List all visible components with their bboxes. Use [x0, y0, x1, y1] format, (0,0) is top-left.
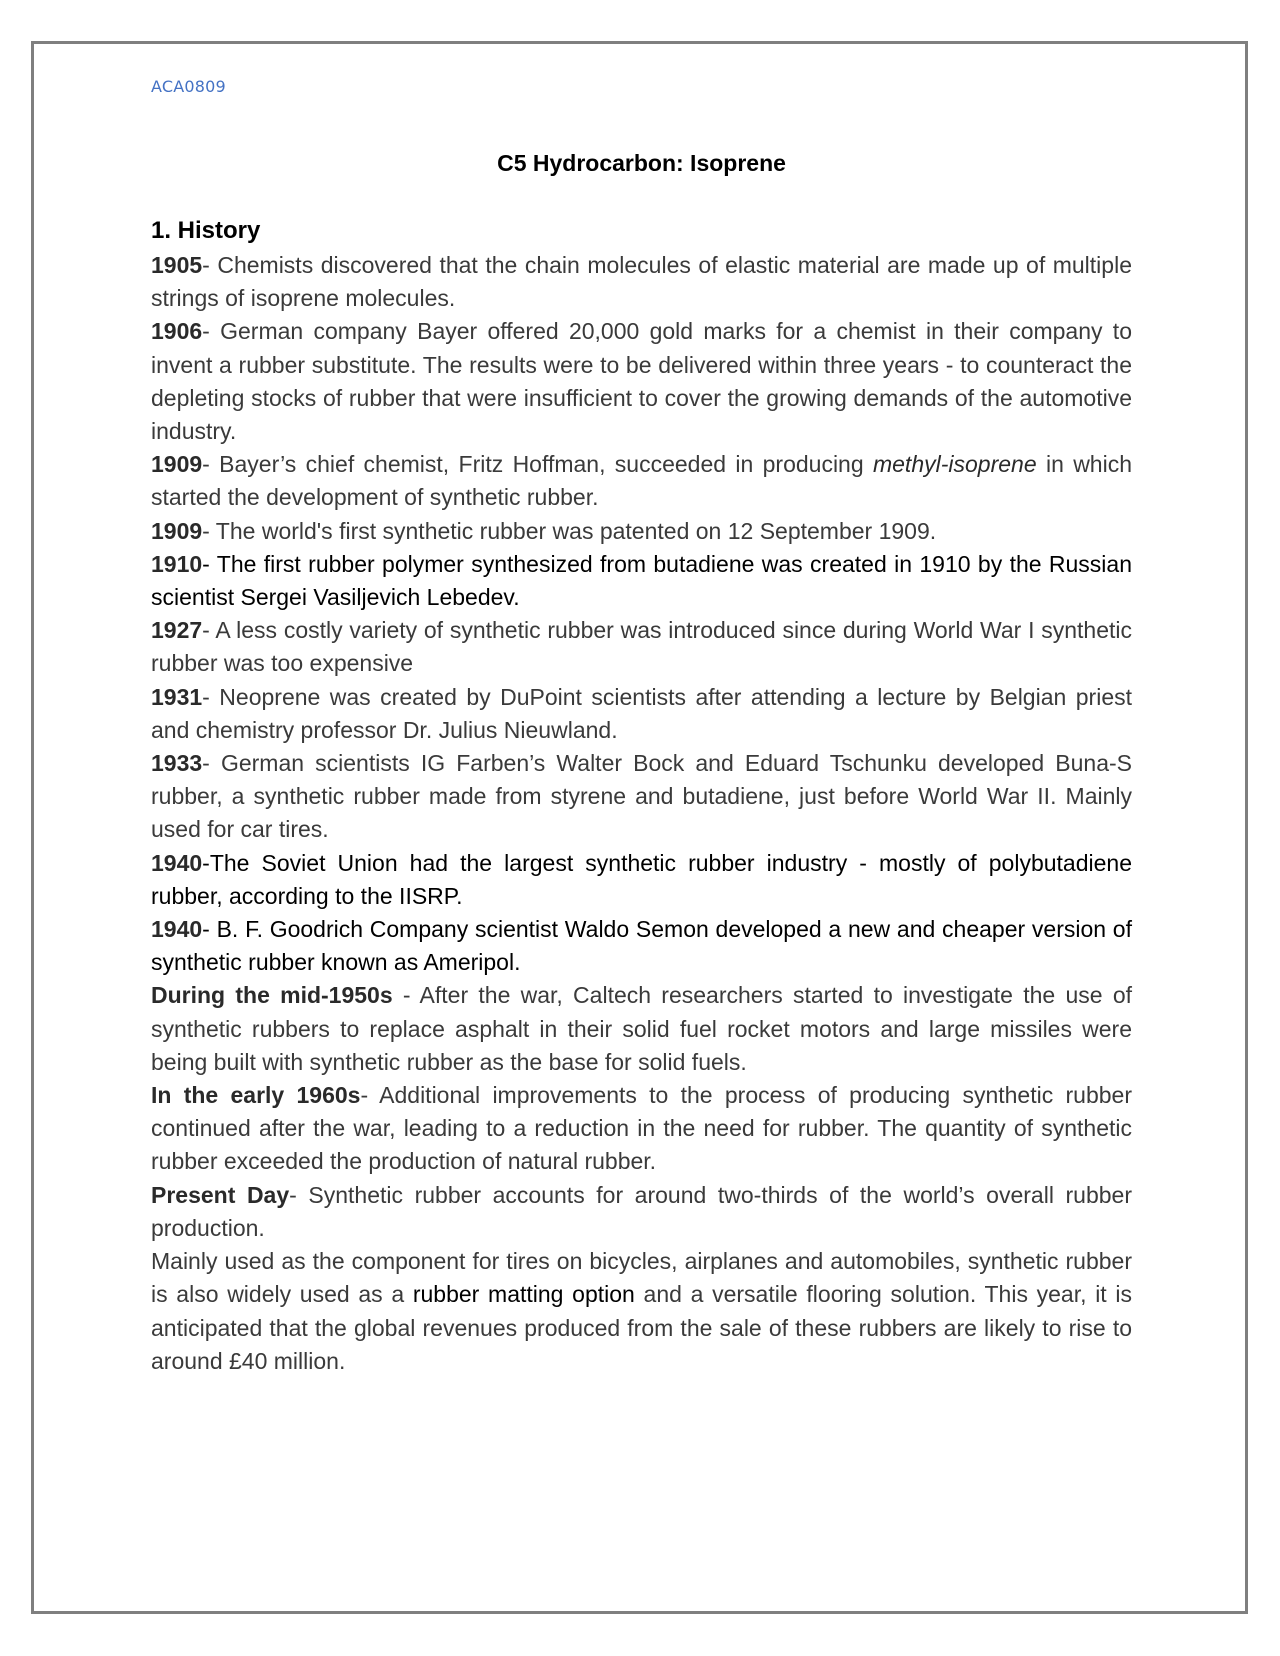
entry-text: - Neoprene was created by DuPoint scientists after attending a lecture by Belgian priest and chemistry professor Dr. Julius Nieuwland.	[151, 683, 1132, 743]
entry-text: - Chemists discovered that the chain molecules of elastic material are made up of multiple strings of isoprene molecules.	[151, 252, 1132, 312]
entry-date: In the early 1960s	[151, 1082, 361, 1109]
history-entry	[151, 979, 1132, 1079]
entry-italic-term: methyl-isoprene	[872, 451, 1037, 478]
entry-text: -The Soviet Union had the largest synthetic rubber industry - mostly of polybutadiene rubber, according to the IISRP.	[151, 849, 1132, 909]
rubber-matting-phrase: rubber matting option	[412, 1281, 635, 1308]
page-title: C5 Hydrocarbon: Isoprene	[497, 150, 786, 176]
history-entry	[151, 515, 1132, 548]
history-entry	[151, 847, 1132, 913]
entry-text: - Additional improvements to the process of producing synthetic rubber continued after the war, leading to a reduction in the need for rubber. The quantity of synthetic rubber exceeded the production of natural rubber.	[151, 1082, 1132, 1175]
history-entry	[151, 681, 1132, 747]
entry-text: - Synthetic rubber accounts for around two-thirds of the world’s overall rubber production.	[151, 1181, 1133, 1241]
history-list	[151, 249, 1132, 1378]
closing-paragraph	[151, 1245, 1132, 1378]
closing-text: and a versatile flooring solution. This year, it is anticipated that the global revenues produced from the sale of these rubbers are likely to rise to around £40 million.	[151, 1281, 1133, 1374]
entry-date: 1933	[151, 750, 203, 777]
section-heading-history: 1. History	[151, 217, 261, 244]
entry-text: - German company Bayer offered 20,000 gold marks for a chemist in their company to invent a rubber substitute. The results were to be delivered within three years - to counteract the depleting stocks of rubber that were insufficient to cover the growing demands of the automotive industry.	[151, 318, 1132, 445]
history-entry	[151, 315, 1132, 448]
entry-text: - German scientists IG Farben’s Walter Bock and Eduard Tschunku developed Buna-S rubber, a synthetic rubber made from styrene and butadiene, just before World War II. Mainly used for car tires.	[151, 750, 1132, 843]
entry-text: in which started the development of synthetic rubber.	[151, 451, 1133, 511]
entry-date: 1927	[151, 617, 203, 644]
entry-date: During the mid-1950s	[151, 982, 393, 1009]
entry-text: - The first rubber polymer synthesized from butadiene was created in 1910 by the Russian scientist Sergei Vasiljevich Lebedev.	[151, 550, 1132, 611]
entry-date: 1931	[151, 683, 203, 710]
entry-date: 1909	[151, 517, 203, 544]
entry-text: - The world's first synthetic rubber was patented on 12 September 1909.	[202, 517, 937, 544]
history-entry	[151, 249, 1132, 315]
entry-date: 1940	[151, 849, 203, 876]
entry-date: 1909	[151, 451, 203, 478]
entry-text: - After the war, Caltech researchers started to investigate the use of synthetic rubbers to replace asphalt in their solid fuel rocket motors and large missiles were being built with synthetic rubber as the base for solid fuels.	[151, 982, 1132, 1075]
history-entry	[151, 448, 1132, 514]
entry-text: - Bayer’s chief chemist, Fritz Hoffman, succeeded in producing	[202, 451, 873, 478]
history-entry	[151, 548, 1132, 614]
history-entry	[151, 913, 1132, 979]
entry-date: Present Day	[151, 1181, 290, 1208]
closing-text: Mainly used as the component for tires on bicycles, airplanes and automobiles, synthetic rubber is also widely used as a	[151, 1248, 1132, 1308]
entry-text: - B. F. Goodrich Company scientist Waldo Semon developed a new and cheaper version of synthetic rubber known as Ameripol.	[151, 916, 1132, 976]
history-entry	[151, 1179, 1132, 1245]
history-entry	[151, 1079, 1132, 1179]
document-code: ACA0809	[151, 77, 226, 96]
history-entry	[151, 747, 1132, 847]
history-entry	[151, 614, 1132, 680]
entry-date: 1906	[151, 318, 203, 345]
entry-date: 1910	[151, 550, 203, 577]
entry-date: 1940	[151, 916, 203, 943]
entry-text: - A less costly variety of synthetic rubber was introduced since during World War I synthetic rubber was too expensive	[151, 617, 1132, 677]
entry-date: 1905	[151, 252, 203, 278]
